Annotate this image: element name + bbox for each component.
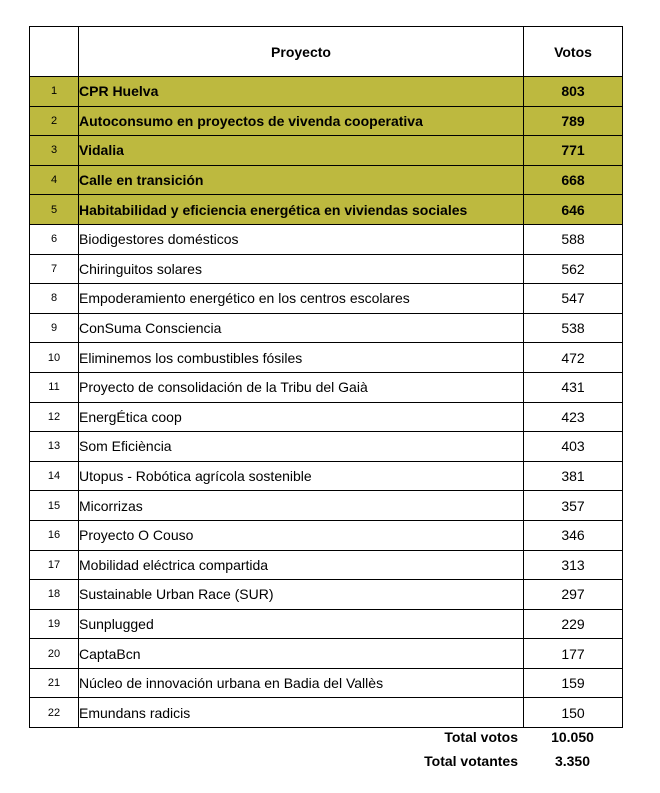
- table-row: [30, 195, 623, 225]
- row-number: 9: [30, 313, 79, 343]
- row-votes: 803: [524, 77, 623, 107]
- table-row: [30, 639, 623, 669]
- row-project: Chiringuitos solares: [79, 254, 524, 284]
- row-project: Utopus - Robótica agrícola sostenible: [79, 461, 524, 491]
- row-votes: 562: [524, 254, 623, 284]
- row-number: 18: [30, 580, 79, 610]
- row-project: CaptaBcn: [79, 639, 524, 669]
- row-votes: 229: [524, 609, 623, 639]
- table-row: [30, 224, 623, 254]
- row-number: 8: [30, 284, 79, 314]
- table-row: [30, 461, 623, 491]
- row-votes: 538: [524, 313, 623, 343]
- row-votes: 431: [524, 372, 623, 402]
- row-votes: 357: [524, 491, 623, 521]
- table-row: [30, 402, 623, 432]
- row-votes: 547: [524, 284, 623, 314]
- row-project: CPR Huelva: [79, 77, 524, 107]
- row-number: 1: [30, 77, 79, 107]
- row-project: Sustainable Urban Race (SUR): [79, 580, 524, 610]
- row-project: Proyecto de consolidación de la Tribu del Gaià: [79, 372, 524, 402]
- row-number: 7: [30, 254, 79, 284]
- row-votes: 423: [524, 402, 623, 432]
- table-row: [30, 432, 623, 462]
- row-project: Autoconsumo en proyectos de vivenda cooperativa: [79, 106, 524, 136]
- table-row: [30, 668, 623, 698]
- table-row: [30, 491, 623, 521]
- row-number: 17: [30, 550, 79, 580]
- row-votes: 159: [524, 668, 623, 698]
- row-votes: 403: [524, 432, 623, 462]
- row-votes: 313: [524, 550, 623, 580]
- row-project: Micorrizas: [79, 491, 524, 521]
- row-number: 2: [30, 106, 79, 136]
- table-row: [30, 698, 623, 728]
- header-project: Proyecto: [79, 27, 524, 77]
- row-number: 5: [30, 195, 79, 225]
- row-votes: 789: [524, 106, 623, 136]
- row-project: Núcleo de innovación urbana en Badia del Vallès: [79, 668, 524, 698]
- total-voters-value: 3.350: [554, 753, 591, 769]
- votes-table: [29, 26, 623, 728]
- row-project: ConSuma Consciencia: [79, 313, 524, 343]
- row-project: Mobilidad eléctrica compartida: [79, 550, 524, 580]
- table-row: [30, 284, 623, 314]
- row-number: 22: [30, 698, 79, 728]
- total-voters-label: Total votantes: [424, 753, 518, 769]
- row-project: Proyecto O Couso: [79, 520, 524, 550]
- row-number: 4: [30, 165, 79, 195]
- row-number: 19: [30, 609, 79, 639]
- total-votes-label: Total votos: [444, 729, 518, 745]
- table-row: [30, 136, 623, 166]
- row-number: 15: [30, 491, 79, 521]
- table-header-row: [30, 27, 623, 77]
- row-project: Biodigestores domésticos: [79, 224, 524, 254]
- row-number: 13: [30, 432, 79, 462]
- table-row: [30, 343, 623, 373]
- row-project: Empoderamiento energético en los centros escolares: [79, 284, 524, 314]
- table-row: [30, 609, 623, 639]
- row-votes: 150: [524, 698, 623, 728]
- table-row: [30, 580, 623, 610]
- row-project: Emundans radicis: [79, 698, 524, 728]
- table-body: [30, 77, 623, 728]
- row-votes: 646: [524, 195, 623, 225]
- row-votes: 297: [524, 580, 623, 610]
- row-votes: 381: [524, 461, 623, 491]
- row-votes: 771: [524, 136, 623, 166]
- table-row: [30, 520, 623, 550]
- row-number: 3: [30, 136, 79, 166]
- row-number: 10: [30, 343, 79, 373]
- table-row: [30, 372, 623, 402]
- total-votes-value: 10.050: [551, 729, 594, 745]
- row-number: 20: [30, 639, 79, 669]
- header-votes: Votos: [524, 27, 623, 77]
- row-project: Habitabilidad y eficiencia energética en viviendas sociales: [79, 195, 524, 225]
- row-number: 16: [30, 520, 79, 550]
- table-row: [30, 313, 623, 343]
- row-number: 6: [30, 224, 79, 254]
- row-project: Eliminemos los combustibles fósiles: [79, 343, 524, 373]
- row-project: Calle en transición: [79, 165, 524, 195]
- row-project: Som Eficiència: [79, 432, 524, 462]
- row-votes: 346: [524, 520, 623, 550]
- row-number: 21: [30, 668, 79, 698]
- row-votes: 177: [524, 639, 623, 669]
- row-number: 11: [30, 372, 79, 402]
- table-row: [30, 254, 623, 284]
- row-project: Sunplugged: [79, 609, 524, 639]
- total-votes-row: [29, 729, 622, 747]
- row-votes: 472: [524, 343, 623, 373]
- table-row: [30, 550, 623, 580]
- row-project: Vidalia: [79, 136, 524, 166]
- table-row: [30, 106, 623, 136]
- table-row: [30, 77, 623, 107]
- header-number: [30, 27, 79, 77]
- row-number: 14: [30, 461, 79, 491]
- row-project: EnergÉtica coop: [79, 402, 524, 432]
- row-number: 12: [30, 402, 79, 432]
- row-votes: 668: [524, 165, 623, 195]
- row-votes: 588: [524, 224, 623, 254]
- table-row: [30, 165, 623, 195]
- total-voters-row: [29, 753, 622, 771]
